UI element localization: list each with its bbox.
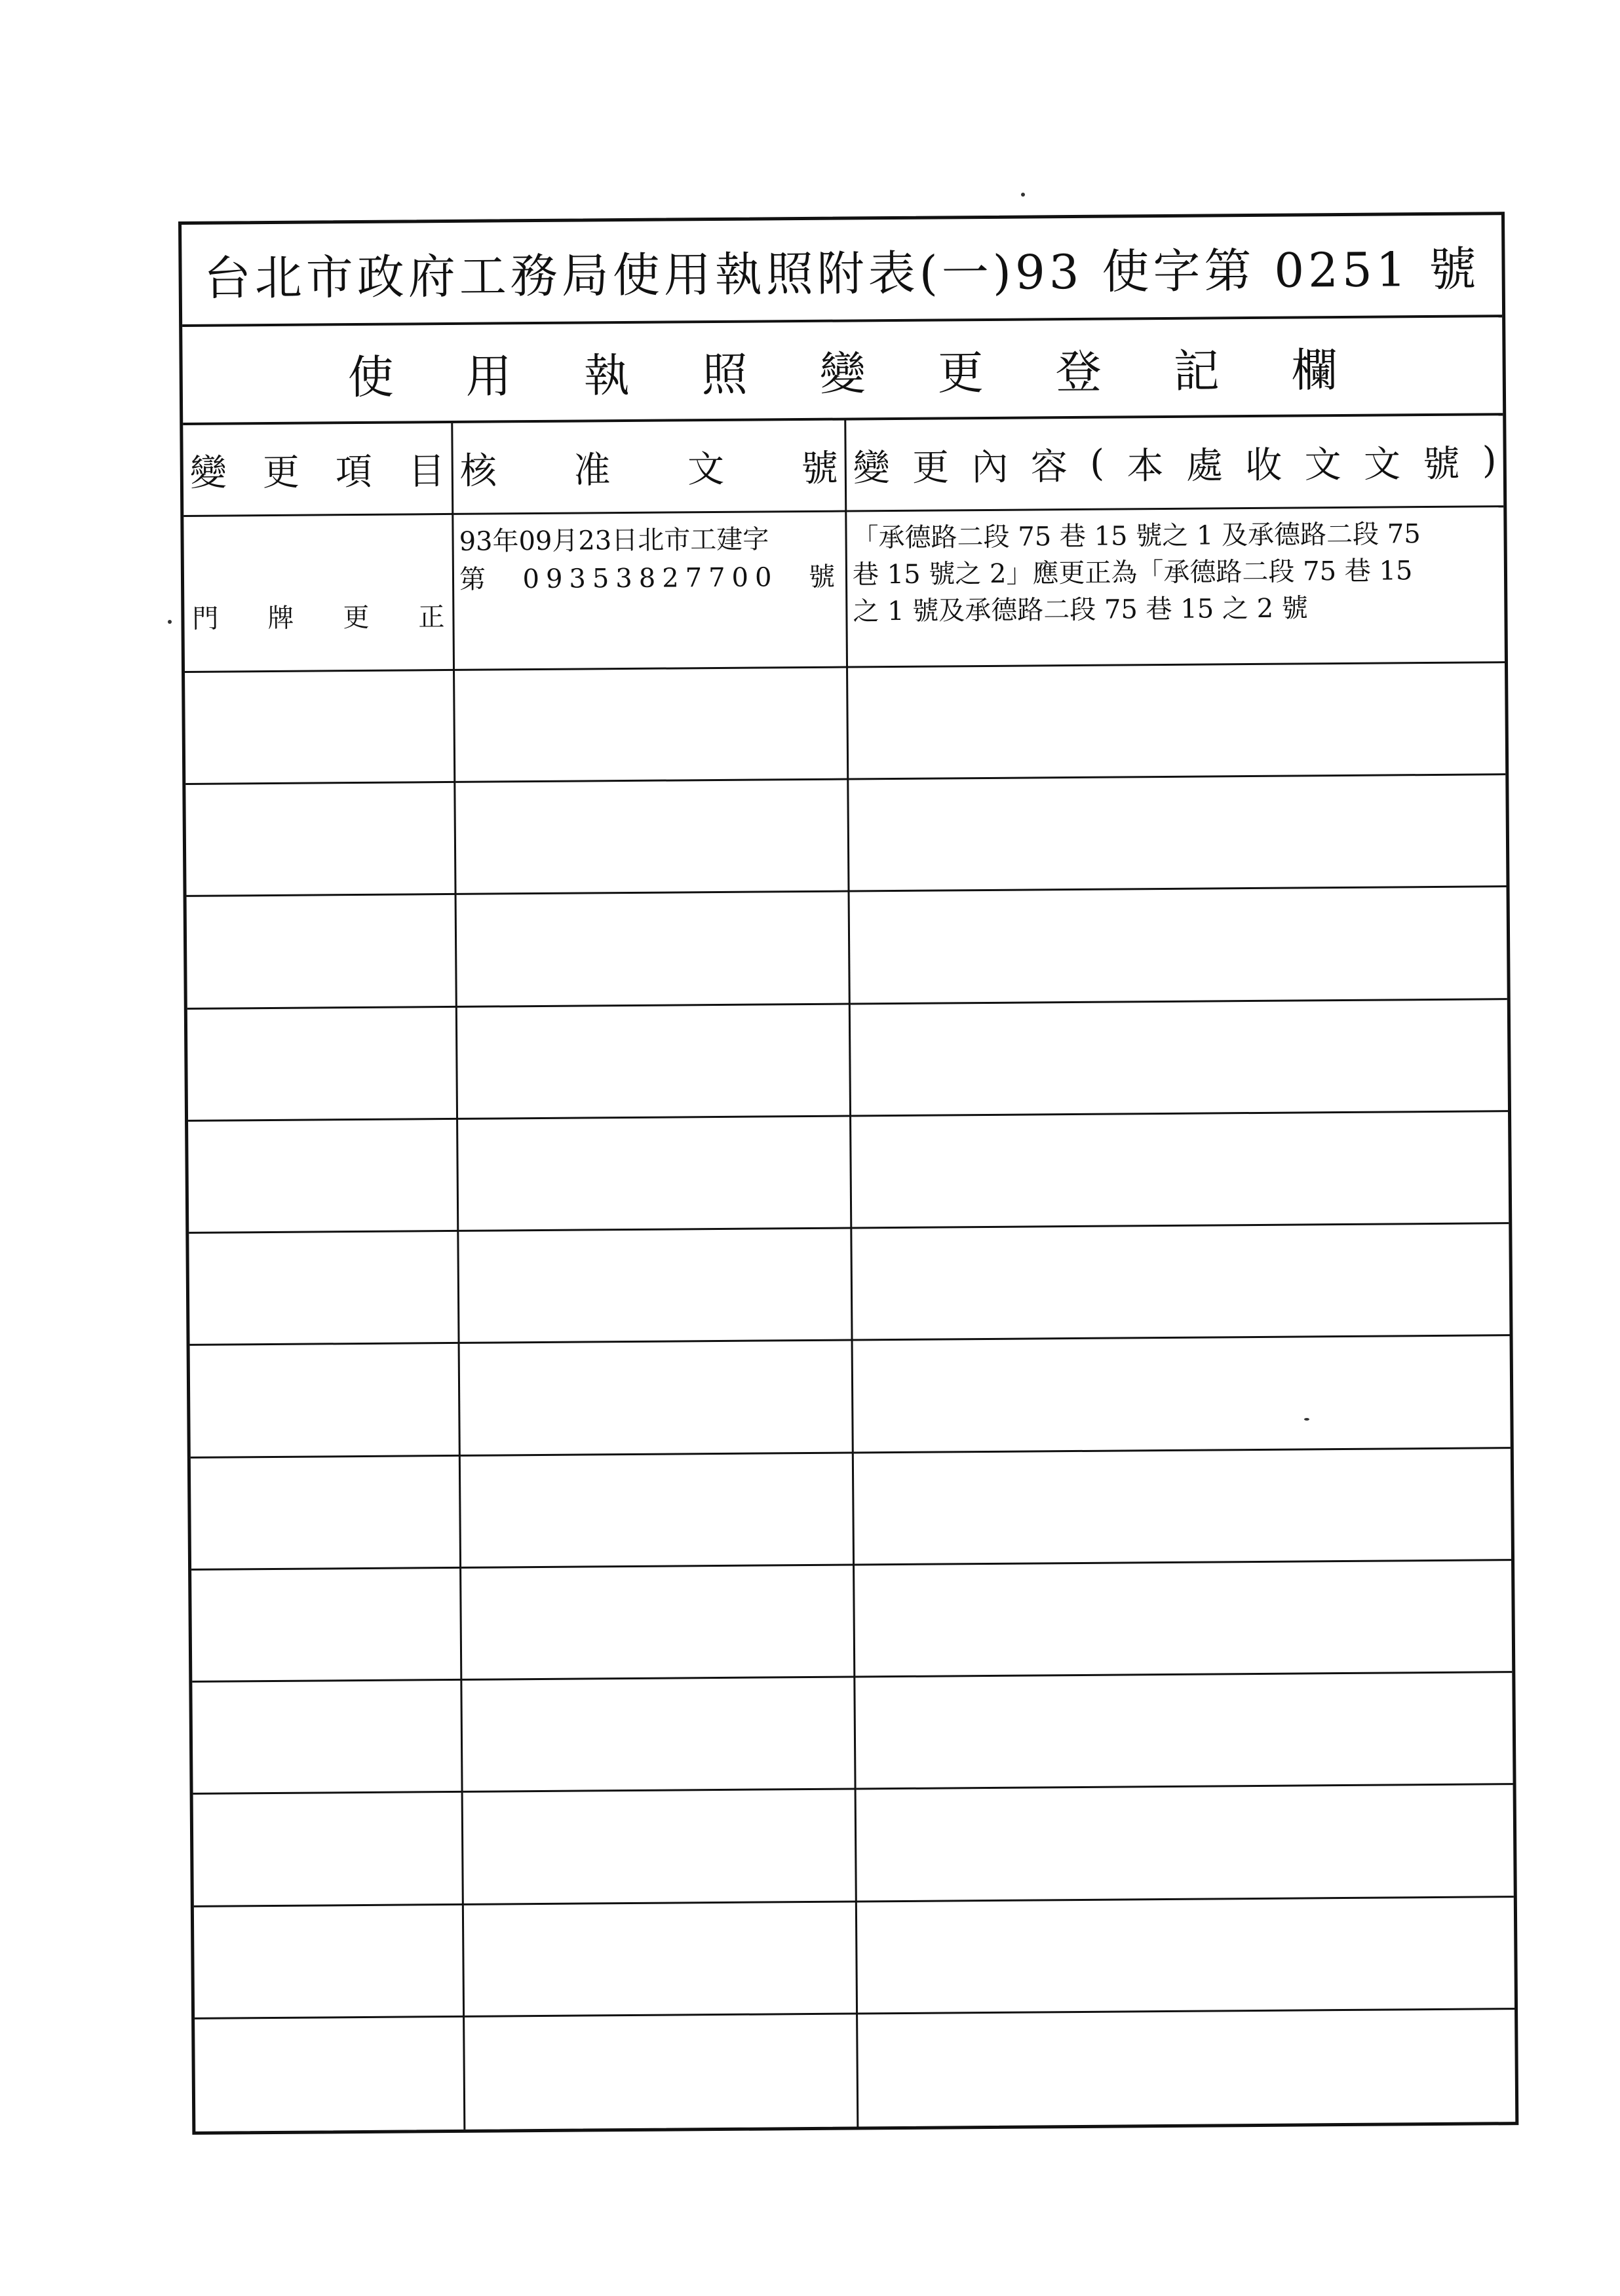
header-char: 目 (408, 450, 446, 493)
empty-cell (457, 1004, 851, 1120)
approval-date-line: 93年09月23日北市工建字 (459, 524, 769, 557)
item-char: 牌 (267, 603, 294, 634)
empty-cell (461, 1565, 855, 1681)
item-char: 正 (418, 602, 445, 633)
empty-cell (464, 1902, 858, 2018)
empty-cell (462, 1678, 856, 1793)
approval-suffix: 號 (808, 562, 842, 592)
form-subtitle: 使用執照變更登記欄 (182, 317, 1503, 425)
header-change-item (183, 423, 453, 517)
license-change-form (178, 212, 1518, 2135)
header-char: 文 (1363, 442, 1401, 486)
item-char: 門 (192, 603, 219, 634)
empty-cell (851, 1000, 1508, 1117)
empty-cell (463, 1790, 857, 1905)
change-record-table (183, 415, 1515, 2132)
header-char: 准 (573, 448, 611, 492)
empty-cell (460, 1341, 854, 1457)
header-char: 變 (189, 451, 227, 495)
row-approval-number (453, 512, 848, 671)
item-char: 更 (343, 602, 370, 634)
empty-cell (455, 668, 849, 784)
empty-cell (187, 895, 457, 1009)
header-char: 收 (1245, 444, 1282, 487)
empty-cell (195, 2018, 465, 2132)
empty-cell (187, 1008, 458, 1122)
empty-cell (852, 1224, 1509, 1341)
approval-number: 09353827700 (522, 562, 779, 595)
header-char: 號 (801, 447, 838, 490)
empty-cell (455, 780, 849, 896)
header-char: 核 (459, 449, 497, 493)
empty-cell (855, 1673, 1513, 1790)
header-char: 更 (262, 451, 300, 494)
empty-cell (853, 1337, 1511, 1454)
empty-cell (458, 1117, 852, 1232)
scan-speck (1304, 1418, 1309, 1421)
header-char: 文 (687, 448, 725, 491)
empty-cell (459, 1229, 853, 1345)
header-char: 內 (971, 446, 1009, 489)
header-approval-number (453, 421, 847, 515)
empty-cell (854, 1449, 1511, 1566)
empty-cell (849, 775, 1506, 892)
empty-cell (857, 1898, 1514, 2015)
empty-cell (855, 1561, 1512, 1678)
empty-cell (185, 671, 455, 785)
empty-cell (188, 1120, 459, 1234)
header-char: ( (1090, 442, 1105, 485)
approval-number-line (459, 558, 841, 599)
content-line: 巷 15 號之 2」應更正為「承德路二段 75 巷 15 (852, 556, 1413, 590)
empty-cell (189, 1232, 459, 1346)
row-change-content (847, 507, 1505, 668)
empty-cell (185, 783, 456, 897)
empty-cell (850, 888, 1507, 1005)
content-line: 之 1 號及承德路二段 75 巷 15 之 2 號 (853, 593, 1308, 627)
header-change-content (846, 415, 1503, 512)
empty-cell (191, 1457, 461, 1571)
content-line: 「承德路二段 75 巷 15 號之 1 及承德路二段 75 (852, 519, 1421, 554)
header-char: 處 (1186, 444, 1224, 488)
empty-cell (193, 1793, 464, 1907)
empty-cell (857, 1785, 1514, 1902)
empty-cell (194, 1905, 465, 2019)
header-char: 號 (1423, 442, 1460, 486)
empty-cell (465, 2014, 858, 2130)
header-char: 更 (912, 446, 950, 489)
header-char: 變 (853, 446, 891, 489)
header-char: 本 (1127, 444, 1164, 488)
header-char: 容 (1030, 445, 1068, 488)
empty-cell (457, 892, 851, 1008)
empty-cell (848, 663, 1505, 780)
form-title: 台北市政府工務局使用執照附表(一)93 使字第 0251 號 (182, 215, 1502, 327)
header-char: 文 (1304, 443, 1341, 486)
empty-cell (190, 1344, 461, 1458)
row-change-item (183, 515, 455, 673)
empty-cell (192, 1681, 463, 1795)
approval-prefix: 第 (459, 564, 493, 595)
header-char: 項 (335, 450, 373, 493)
empty-cell (191, 1569, 462, 1683)
scan-speck (168, 620, 172, 624)
empty-cell (461, 1453, 855, 1569)
empty-cell (851, 1112, 1509, 1229)
scan-speck (1021, 193, 1025, 197)
header-char: ) (1482, 439, 1497, 482)
empty-cell (858, 2010, 1515, 2127)
